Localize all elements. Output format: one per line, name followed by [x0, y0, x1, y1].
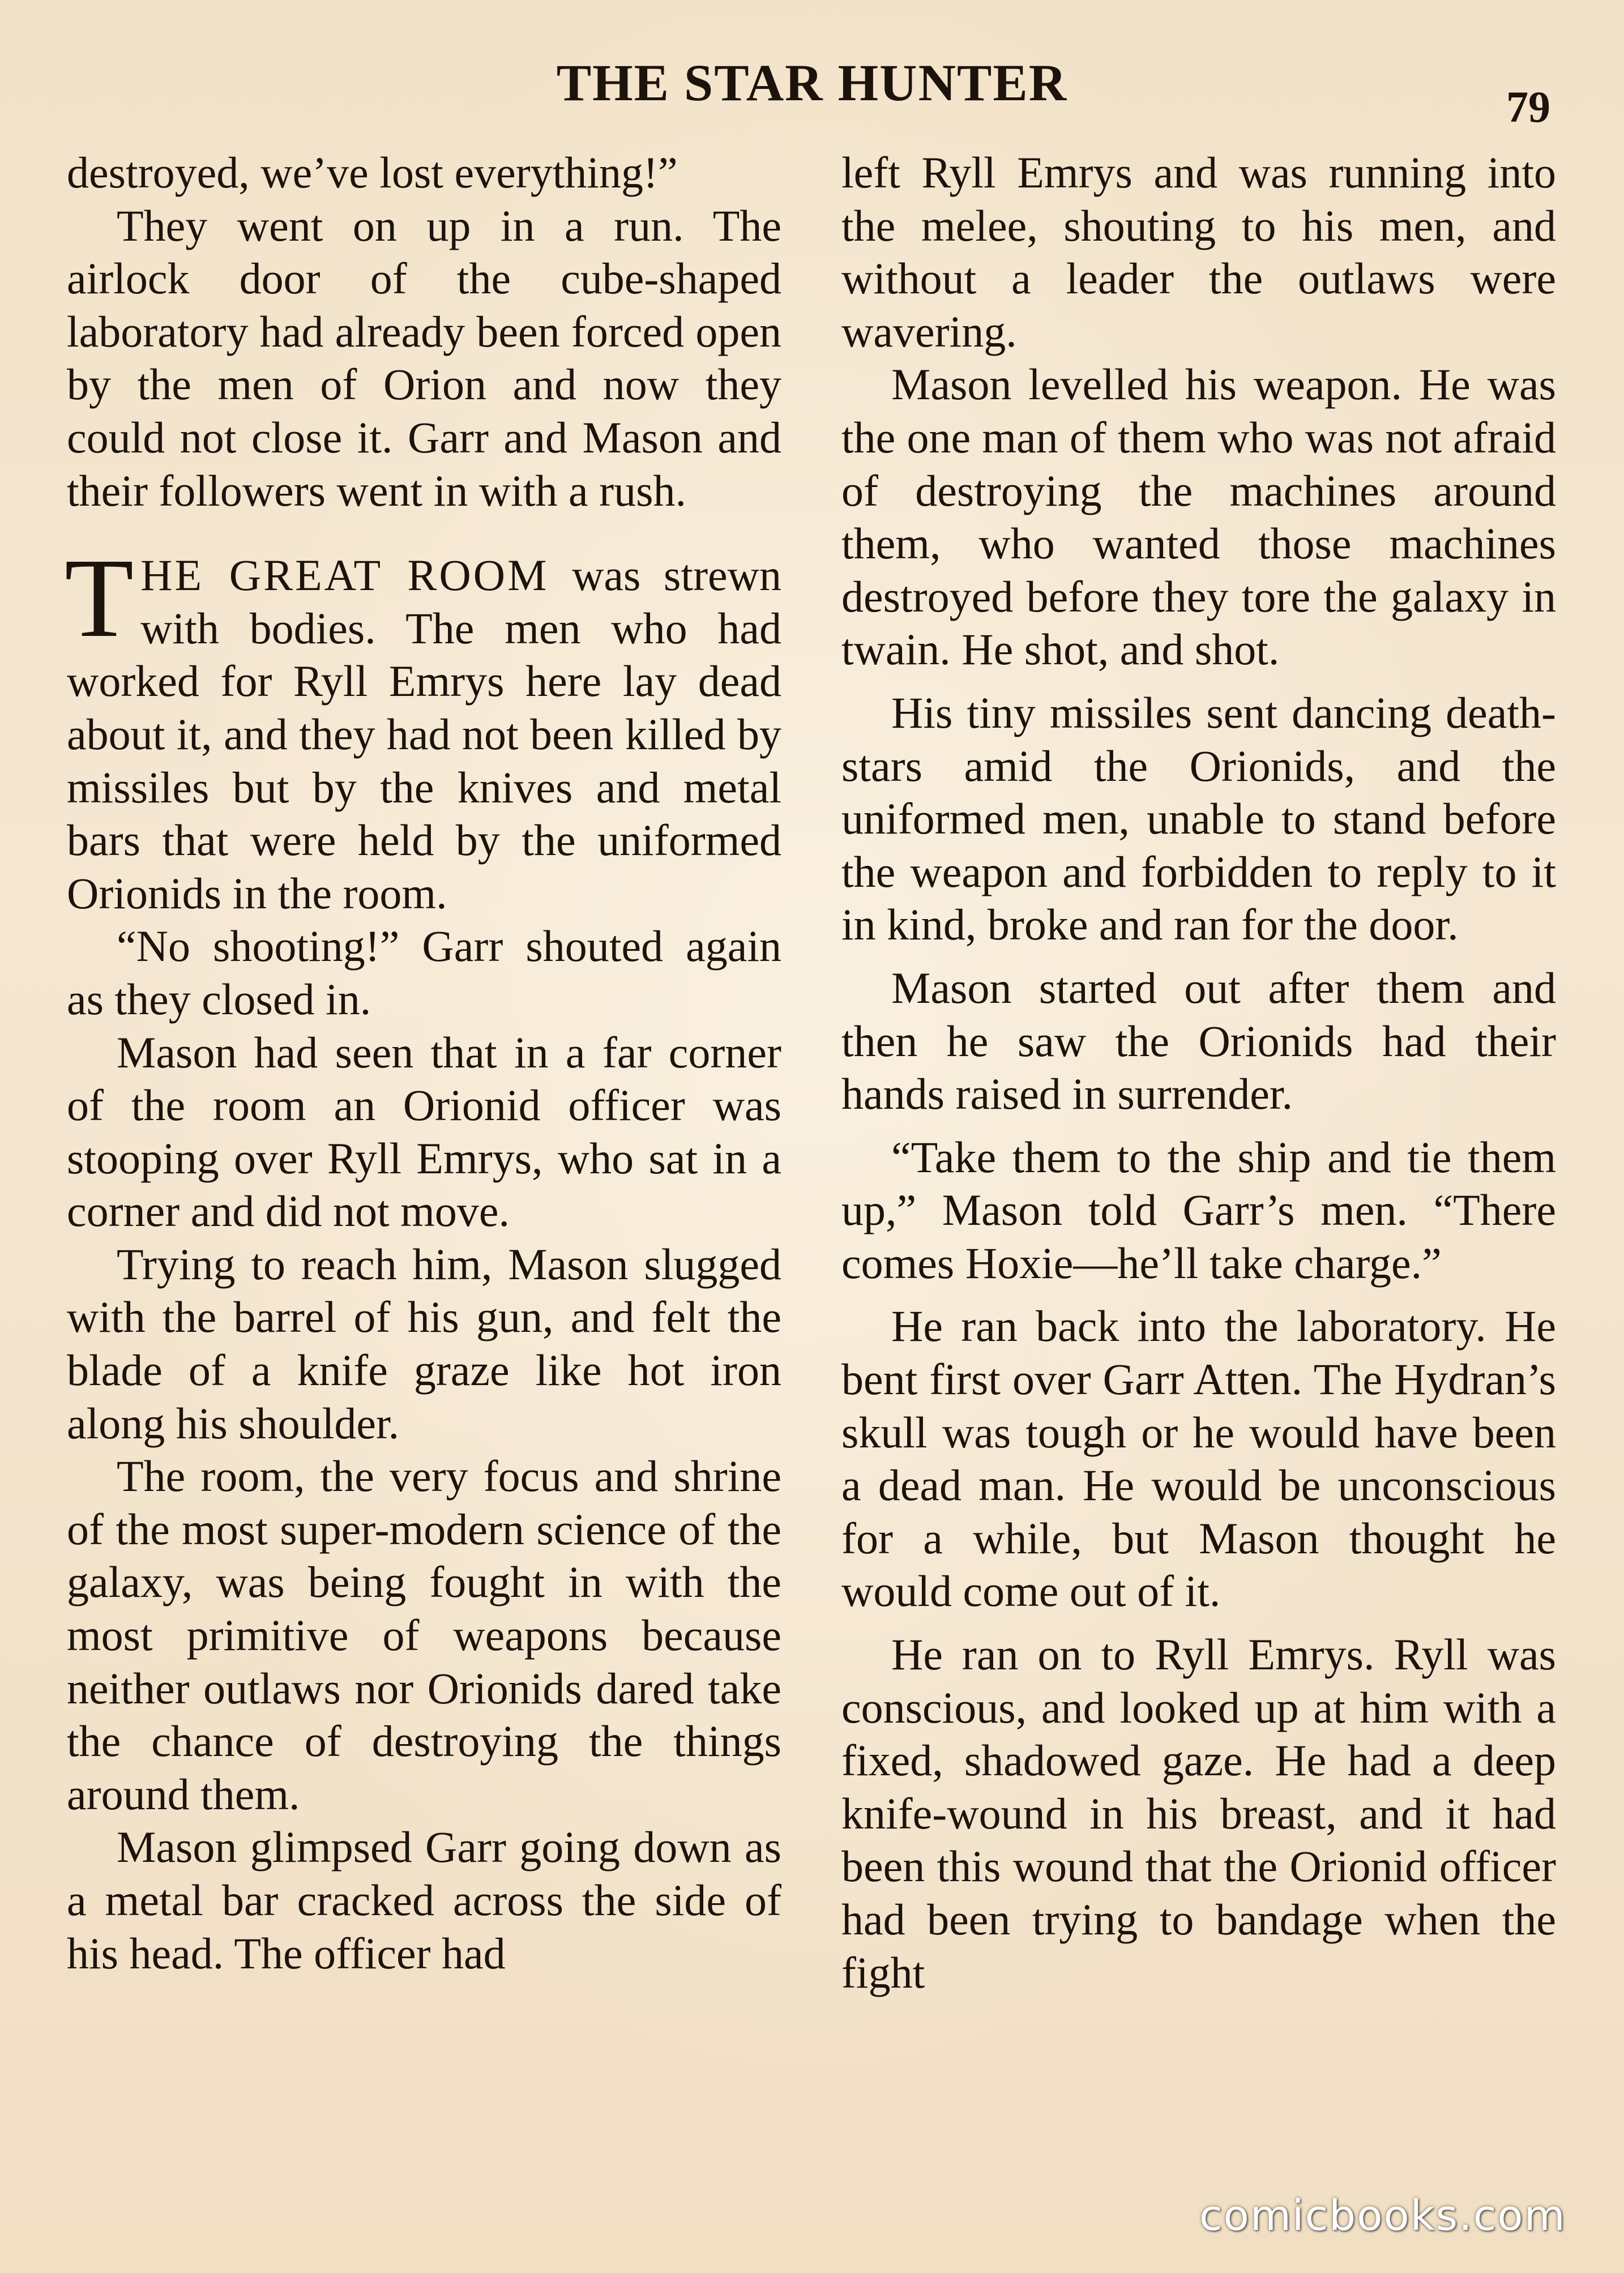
paragraph: Mason had seen that in a far corner of the room an Orionid officer was stooping over Ryll Emrys, who sat in a corner and did not move.	[67, 1027, 781, 1236]
right-column	[841, 146, 1556, 1999]
lead-in-caps: HE GREAT ROOM	[140, 550, 549, 600]
paragraph: “No shooting!” Garr shouted again as they closed in.	[67, 921, 781, 1024]
paragraph: He ran back into the laboratory. He bent first over Garr Atten. The Hydran’s skull was tough or he would have been a dead man. He would be unconscious for a while, but Mason thought he would come out of it.	[841, 1301, 1556, 1616]
paragraph: His tiny missiles sent dancing death-stars amid the Orionids, and the uniformed men, unable to stand before the weapon and forbidden to reply to it in kind, broke and ran for the door.	[841, 687, 1556, 950]
paragraph: Mason glimpsed Garr going down as a metal bar cracked across the side of his head. The officer had	[67, 1822, 781, 1978]
drop-cap: T	[65, 536, 134, 661]
paragraph: left Ryll Emrys and was running into the melee, shouting to his men, and without a leader the outlaws were wavering.	[841, 148, 1556, 356]
site-watermark: comicbooks.com	[1199, 2191, 1566, 2240]
paragraph: Mason levelled his weapon. He was the one man of them who was not afraid of destroying the machines around them, who wanted those machines destroyed before they tore the galaxy in twain. He shot, and shot.	[841, 360, 1556, 674]
paragraph: Mason started out after them and then he saw the Orionids had their hands raised in surrender.	[841, 963, 1556, 1119]
paragraph: They went on up in a run. The airlock door of the cube-shaped laboratory had already been forced open by the men of Orion and now they could not close it. Garr and Mason and their followers went in with a rush.	[67, 200, 781, 515]
paragraph: Trying to reach him, Mason slugged with the barrel of his gun, and felt the blade of a knife graze like hot iron along his shoulder.	[67, 1239, 781, 1448]
paragraph: “Take them to the ship and tie them up,” Mason told Garr’s men. “There comes Hoxie—he’ll take charge.”	[841, 1132, 1556, 1288]
section-opening-paragraph	[65, 536, 781, 920]
paragraph: He ran on to Ryll Emrys. Ryll was conscious, and looked up at him with a fixed, shadowed gaze. He had a deep knife-wound in his breast, and it had been this wound that the Orionid officer had been trying to bandage when the fight	[841, 1630, 1556, 1997]
left-column	[67, 146, 781, 1980]
paragraph: destroyed, we’ve lost everything!”	[67, 148, 678, 197]
paragraph: The room, the very focus and shrine of the most super-modern science of the galaxy, was being fought in with the most primitive of weapons because neither outlaws nor Orionids dared take the chance of destroying the things around them.	[67, 1451, 781, 1819]
page-number: 79	[1506, 82, 1550, 131]
paragraph-text: was strewn with bodies. The men who had worked for Ryll Emrys here lay dead about it, and they had not been killed by missiles but by the knives and metal bars that were held by the uniformed Orionids in the room.	[67, 550, 781, 918]
running-title: THE STAR HUNTER	[556, 54, 1068, 112]
